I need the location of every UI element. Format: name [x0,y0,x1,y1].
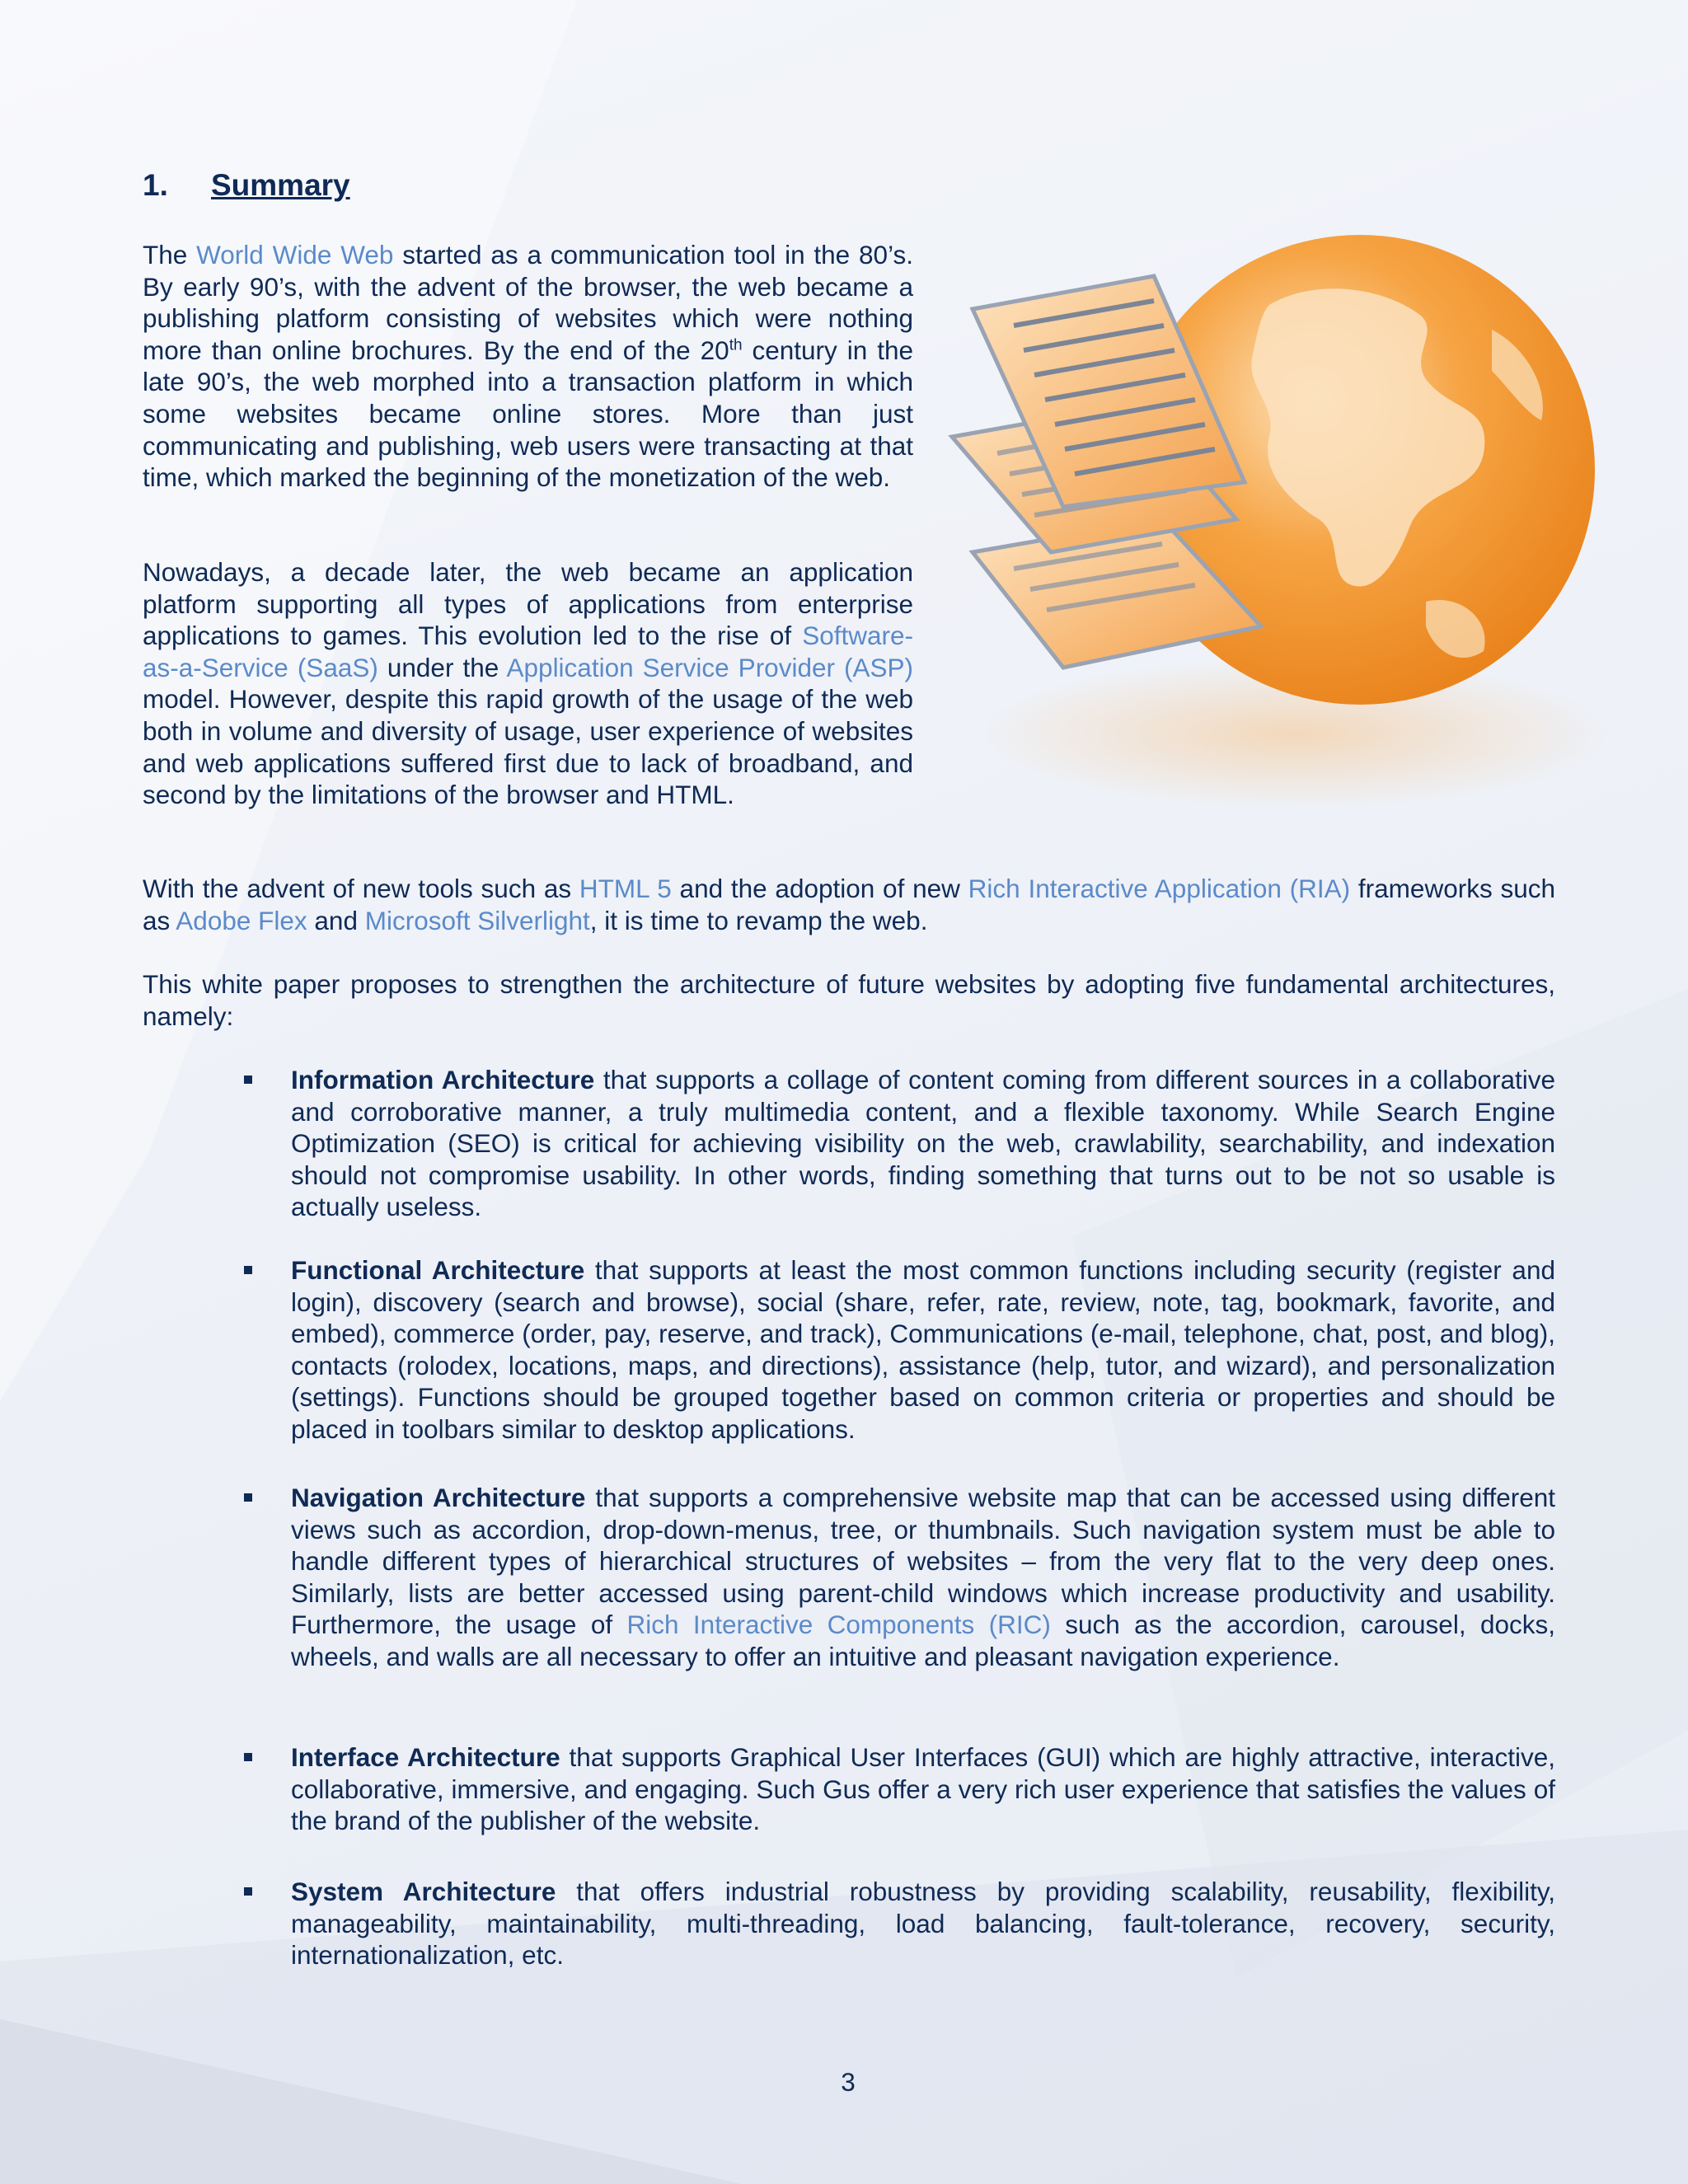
list-item-information-architecture [291,1064,1555,1223]
bullet-square-icon [244,1753,252,1761]
list-item-term: Navigation Architecture [291,1483,586,1512]
bullet-square-icon [244,1076,252,1084]
section-number: 1. [143,168,168,202]
list-item-text: such as the accordion, carousel, docks, wheels, and walls are all necessary to offer an intuitive and pleasant navigation experience. [291,1610,1555,1671]
list-item-navigation-architecture [291,1482,1555,1673]
white-paper-paragraph: This white paper proposes to strengthen the architecture of future websites by adopting five fundamental architectures, namely: [143,969,1555,1031]
list-item-functional-architecture [291,1254,1555,1446]
list-item-term: Information Architecture [291,1065,595,1094]
list-item-term: System Architecture [291,1877,556,1906]
list-item-term: Interface Architecture [291,1742,560,1772]
superscript-th: th [729,336,743,354]
link-adobe-flex[interactable]: Adobe Flex [176,905,307,935]
list-item-term: Functional Architecture [291,1255,585,1285]
list-item-text: that supports at least the most common functions including security (register and login), discovery (search and browse), social (share, refer, rate, review, note, tag, bookmark, favorite, and embed), commerce (order, pay, reserve, and track), Communications (e-mail, telephone, chat, post, and blog), contacts (rolodex, locations, maps, and directions), assistance (help, tutor, and wizard), and personalization (settings). Functions should be grouped together based on common criteria or properties and should be placed in toolbars similar to desktop applications. [291,1255,1555,1444]
bullet-square-icon [244,1493,252,1502]
text-run: model. However, despite this rapid growth of the usage of the web both in volume and diversity of usage, user experience of websites and web applications suffered first due to lack of broadband, and second by the limitations of the browser and HTML. [143,684,913,810]
text-run: Nowadays, a decade later, the web became an application platform supporting all types of applications from enterprise applications to games. This evolution led to the rise of [143,557,913,651]
text-run: under the [377,652,507,682]
section-heading [143,168,350,203]
text-run: frameworks such as [143,874,1556,935]
link-saas[interactable]: Software-as-a-Service (SaaS) [143,621,913,682]
text-run: and [307,905,365,935]
list-item-interface-architecture [291,1741,1555,1837]
list-item-text: that supports a collage of content coming from different sources in a collaborative and corroborative manner, a truly multimedia content, and a flexible taxonomy. While Search Engine Optimization (SEO) is critical for achieving visibility on the web, crawlability, searchability, and indexation should not compromise usability. In other words, finding something that turns out to be not so usable is actually useless. [291,1065,1556,1222]
link-asp[interactable]: Application Service Provider (ASP) [506,652,913,682]
intro-paragraph-1 [143,239,913,494]
text-run: started as a communication tool in the 80’s. By early 90’s, with the advent of the browser, the web became a publishing platform consisting of websites which were nothing more than online brochures. By the end of the 20 [143,240,913,365]
list-item-text: that supports Graphical User Interfaces (GUI) which are highly attractive, interactive, collaborative, immersive, and engaging. Such Gus offer a very rich user experience that satisfies the values of the brand of the publisher of the website. [291,1742,1555,1836]
bullet-square-icon [244,1887,252,1896]
link-microsoft-silverlight[interactable]: Microsoft Silverlight [364,905,590,935]
link-world-wide-web[interactable]: World Wide Web [196,240,394,269]
text-run: The [143,240,197,269]
text-run: and the adoption of new [671,874,968,903]
link-ric[interactable]: Rich Interactive Components (RIC) [626,1610,1051,1640]
text-run: With the advent of new tools such as [143,874,579,903]
intro-paragraph-2 [143,556,913,811]
tools-paragraph [143,873,1555,936]
bullet-square-icon [244,1266,252,1274]
list-item-text: that offers industrial robustness by providing scalability, reusability, flexibility, manageability, maintainability, multi-threading, load balancing, fault-tolerance, recovery, security, internationalization, etc. [291,1877,1555,1971]
page-number: 3 [841,2067,856,2097]
text-run: century in the late 90’s, the web morphed into a transaction platform in which some websites became online stores. More than just communicating and publishing, web users were transacting at that time, which marked the beginning of the monetization of the web. [143,335,913,493]
list-item-system-architecture [291,1876,1555,1971]
text-run: , it is time to revamp the web. [589,905,928,935]
link-html5[interactable]: HTML 5 [579,874,672,903]
section-title: Summary [211,168,350,202]
link-ria[interactable]: Rich Interactive Application (RIA) [968,874,1351,903]
list-item-text: that supports a comprehensive website map that can be accessed using different views such as accordion, drop-down-menus, tree, or thumbnails. Such navigation system must be able to handle different types of hierarchical structures of websites – from the very flat to the very deep ones. Similarly, lists are better accessed using parent-child windows which increase productivity and usability. Furthermore, the usage of [291,1483,1555,1640]
